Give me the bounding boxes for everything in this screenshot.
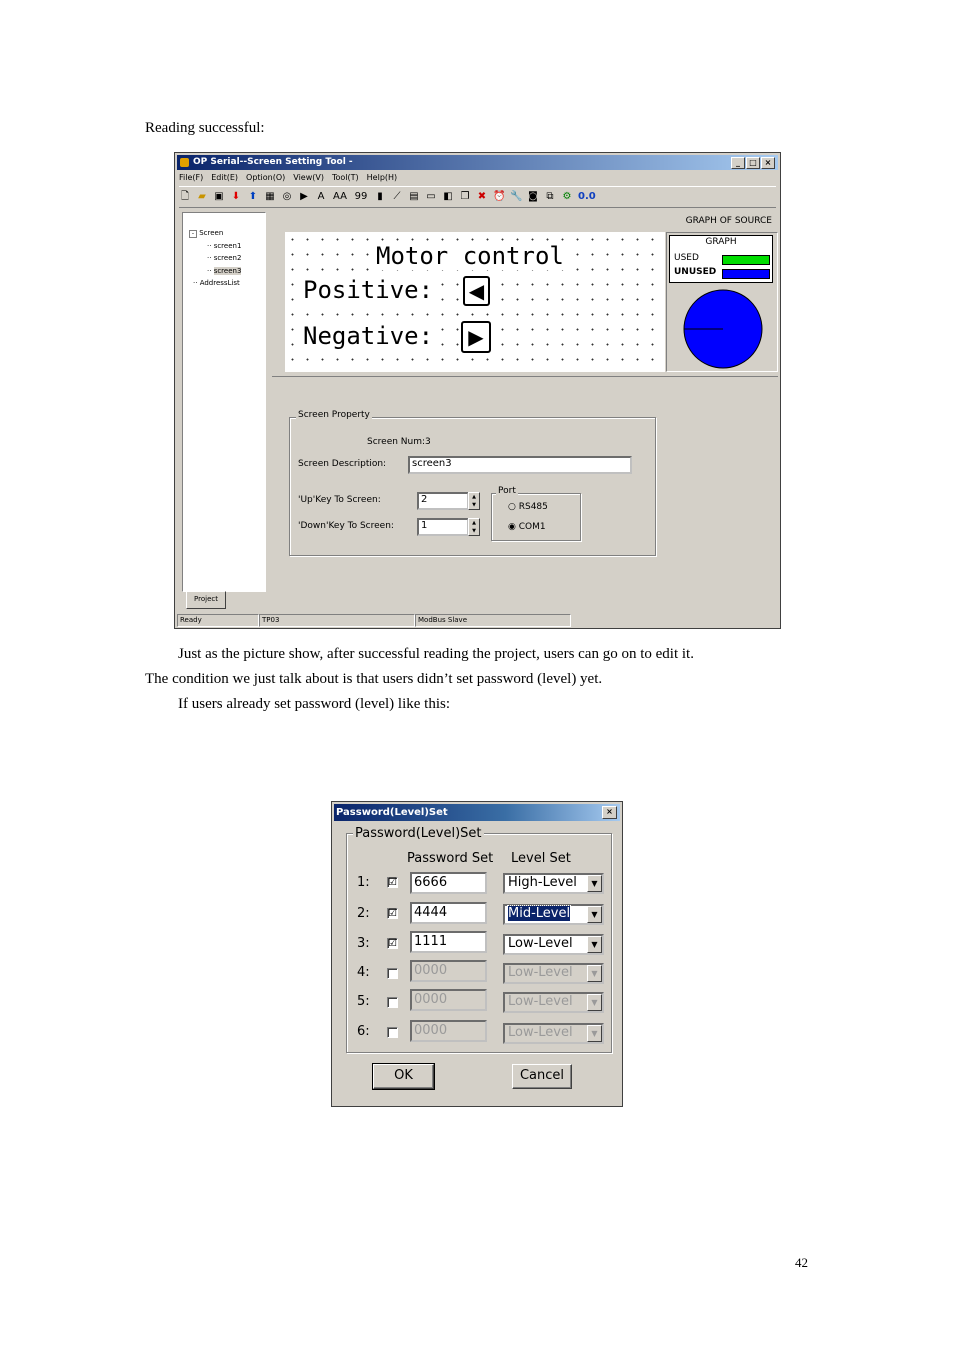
screen-property-label: Screen Property bbox=[298, 410, 370, 420]
alarm-icon[interactable]: ⏰ bbox=[493, 191, 506, 202]
status-bar bbox=[177, 614, 778, 627]
left-arrow-button-icon[interactable]: ◀ bbox=[463, 276, 490, 306]
minimize-button[interactable]: _ bbox=[731, 157, 745, 169]
app-icon bbox=[180, 158, 189, 167]
chevron-down-icon: ▼ bbox=[587, 994, 602, 1011]
paragraph-1-line-1: Just as the picture show, after successful reading the project, users can go on to edit it. bbox=[178, 646, 694, 662]
row-4-number: 4: bbox=[357, 965, 370, 980]
target-icon[interactable]: ◎ bbox=[282, 191, 292, 202]
intro-text: Reading successful: bbox=[145, 120, 265, 136]
chevron-down-icon: ▼ bbox=[587, 875, 602, 892]
project-tree-pane bbox=[182, 212, 266, 592]
open-folder-icon[interactable]: ▰ bbox=[198, 191, 206, 202]
new-file-icon[interactable]: 🗋 bbox=[180, 191, 190, 202]
download-arrow-icon[interactable]: ⬇ bbox=[231, 191, 241, 202]
menu-edit[interactable]: Edit(E) bbox=[211, 173, 239, 182]
legend-unused-swatch bbox=[722, 269, 770, 279]
dialog-title: Password(Level)Set bbox=[336, 807, 448, 818]
menu-bar bbox=[179, 171, 397, 184]
graph-title: GRAPH bbox=[705, 237, 737, 247]
down-key-input[interactable]: 1 bbox=[417, 518, 469, 536]
row-6-number: 6: bbox=[357, 1024, 370, 1039]
screen-description-input[interactable]: screen3 bbox=[408, 456, 632, 474]
row-4-level-select[interactable]: Low-Level ▼ bbox=[503, 963, 604, 984]
version-label: 0.0 bbox=[578, 191, 596, 202]
row-4-checkbox[interactable] bbox=[387, 968, 398, 979]
number-tool[interactable]: 99 bbox=[354, 191, 368, 202]
close-button[interactable]: × bbox=[761, 157, 775, 169]
row-1-password-input[interactable]: 6666 bbox=[410, 872, 487, 894]
project-tree bbox=[189, 227, 241, 290]
pane-divider bbox=[272, 376, 778, 377]
text-tool[interactable]: A bbox=[317, 191, 325, 202]
screen-num-label: Screen Num:3 bbox=[367, 437, 431, 447]
row-4-password-input[interactable]: 0000 bbox=[410, 960, 487, 982]
ok-button[interactable]: OK bbox=[373, 1064, 434, 1089]
row-1-checkbox[interactable]: ☑ bbox=[388, 877, 397, 888]
menu-tool[interactable]: Tool(T) bbox=[331, 173, 359, 182]
password-set-header: Password Set bbox=[407, 851, 494, 866]
port-label: Port bbox=[498, 486, 516, 496]
legend-used-label: USED bbox=[674, 253, 699, 263]
calendar-icon[interactable]: ▦ bbox=[265, 191, 275, 202]
row-2-password-input[interactable]: 4444 bbox=[410, 902, 487, 924]
tree-item-addresslist[interactable]: ·· AddressList bbox=[193, 279, 240, 287]
dialog-titlebar bbox=[334, 804, 620, 821]
radio-empty-icon: ○ bbox=[508, 502, 516, 512]
content-pane bbox=[272, 208, 778, 610]
chevron-down-icon: ▼ bbox=[587, 965, 602, 982]
row-6-checkbox[interactable] bbox=[387, 1027, 398, 1038]
graph-panel bbox=[666, 232, 778, 372]
down-key-spinner[interactable]: ▲ ▼ bbox=[468, 518, 480, 536]
bar-graph-icon[interactable]: ▮ bbox=[377, 191, 383, 202]
upload-arrow-icon[interactable]: ⬆ bbox=[248, 191, 258, 202]
row-2-level-select[interactable]: Mid-Level ▼ bbox=[503, 904, 604, 925]
graph-of-source-label: GRAPH OF SOURCE bbox=[685, 216, 772, 226]
row-3-level-select[interactable]: Low-Level ▼ bbox=[503, 934, 604, 955]
row-5-number: 5: bbox=[357, 994, 370, 1009]
large-text-tool[interactable]: AA bbox=[333, 191, 347, 202]
cancel-button[interactable]: Cancel bbox=[512, 1064, 572, 1089]
graph-legend bbox=[669, 235, 773, 283]
tree-item-screen3[interactable]: ·· screen3 bbox=[207, 266, 242, 275]
right-arrow-button-icon[interactable]: ▶ bbox=[461, 321, 491, 353]
chevron-down-icon: ▼ bbox=[587, 906, 602, 923]
row-6-level-select[interactable]: Low-Level ▼ bbox=[503, 1023, 604, 1044]
legend-used-swatch bbox=[722, 255, 770, 265]
screen-property-group bbox=[289, 410, 656, 556]
tree-item-screen2[interactable]: ·· screen2 bbox=[207, 254, 242, 262]
screen-canvas[interactable] bbox=[285, 232, 665, 372]
play-box-icon[interactable]: ▶ bbox=[300, 191, 308, 202]
tree-root[interactable]: - Screen bbox=[189, 227, 241, 240]
radio-selected-icon: ◉ bbox=[508, 522, 516, 532]
copy-screen-icon[interactable]: ❐ bbox=[460, 191, 470, 202]
settings-box-icon[interactable]: ◙ bbox=[528, 191, 538, 202]
window-titlebar bbox=[177, 155, 778, 170]
delete-screen-icon[interactable]: ✖ bbox=[477, 191, 487, 202]
password-level-group bbox=[346, 826, 612, 1053]
up-key-input[interactable]: 2 bbox=[417, 492, 469, 510]
gear-icon[interactable]: ⚙ bbox=[562, 191, 572, 202]
status-protocol: ModBus Slave bbox=[415, 614, 571, 627]
up-key-label: 'Up'Key To Screen: bbox=[298, 495, 381, 505]
radio-rs485[interactable]: ○ RS485 bbox=[508, 502, 548, 512]
source-pie-chart bbox=[682, 288, 764, 370]
row-1-level-select[interactable]: High-Level ▼ bbox=[503, 873, 604, 894]
menu-help[interactable]: Help(H) bbox=[366, 173, 398, 182]
line-chart-icon[interactable]: ⟋ bbox=[393, 191, 401, 202]
down-key-label: 'Down'Key To Screen: bbox=[298, 521, 394, 531]
canvas-title: Motor control bbox=[376, 242, 564, 270]
screen-description-label: Screen Description: bbox=[298, 459, 387, 469]
paragraph-1-line-2: The condition we just talk about is that users didn’t set password (level) yet. bbox=[145, 671, 603, 687]
level-set-header: Level Set bbox=[511, 851, 571, 866]
canvas-negative-label: Negative: bbox=[303, 322, 434, 350]
save-icon[interactable]: ▣ bbox=[214, 191, 224, 202]
paragraph-2: If users already set password (level) like this: bbox=[178, 696, 450, 712]
row-2-checkbox[interactable]: ☑ bbox=[388, 908, 397, 919]
status-ready: Ready bbox=[177, 614, 259, 627]
menu-file[interactable]: File(F) bbox=[179, 173, 204, 182]
duplicate-icon[interactable]: ⧉ bbox=[546, 191, 554, 202]
rectangle-icon[interactable]: ▭ bbox=[426, 191, 436, 202]
screen-setting-window bbox=[174, 152, 781, 629]
legend-unused-label: UNUSED bbox=[674, 267, 717, 277]
tree-item-screen1[interactable]: ·· screen1 bbox=[207, 241, 242, 250]
port-group bbox=[491, 486, 581, 541]
page-number: 42 bbox=[795, 1255, 808, 1270]
row-3-password-input[interactable]: 1111 bbox=[410, 931, 487, 953]
wrench-icon[interactable]: 🔧 bbox=[510, 191, 523, 202]
up-key-spinner[interactable]: ▲ ▼ bbox=[468, 492, 480, 510]
status-model: TP03 bbox=[259, 614, 415, 627]
radio-com1[interactable]: ◉ COM1 bbox=[508, 522, 546, 532]
menu-view[interactable]: View(V) bbox=[293, 173, 324, 182]
tab-project[interactable]: Project bbox=[186, 591, 226, 609]
password-level-group-label: Password(Level)Set bbox=[355, 826, 482, 841]
row-3-number: 3: bbox=[357, 936, 370, 951]
canvas-positive-label: Positive: bbox=[303, 276, 434, 304]
row-5-level-select[interactable]: Low-Level ▼ bbox=[503, 992, 604, 1013]
toolbar bbox=[179, 186, 776, 208]
row-5-password-input[interactable]: 0000 bbox=[410, 989, 487, 1011]
row-3-checkbox[interactable]: ☑ bbox=[388, 938, 397, 949]
menu-option[interactable]: Option(O) bbox=[246, 173, 286, 182]
window-title: OP Serial--Screen Setting Tool - bbox=[193, 157, 353, 167]
chevron-down-icon: ▼ bbox=[587, 936, 602, 953]
row-1-number: 1: bbox=[357, 875, 370, 890]
chevron-down-icon: ▼ bbox=[587, 1025, 602, 1042]
row-5-checkbox[interactable] bbox=[387, 997, 398, 1008]
row-2-number: 2: bbox=[357, 906, 370, 921]
image-icon[interactable]: ◧ bbox=[443, 191, 453, 202]
dialog-close-button[interactable]: × bbox=[602, 806, 617, 819]
maximize-button[interactable]: □ bbox=[746, 157, 760, 169]
table-icon[interactable]: ▤ bbox=[409, 191, 419, 202]
row-6-password-input[interactable]: 0000 bbox=[410, 1020, 487, 1042]
password-level-dialog bbox=[331, 801, 623, 1107]
